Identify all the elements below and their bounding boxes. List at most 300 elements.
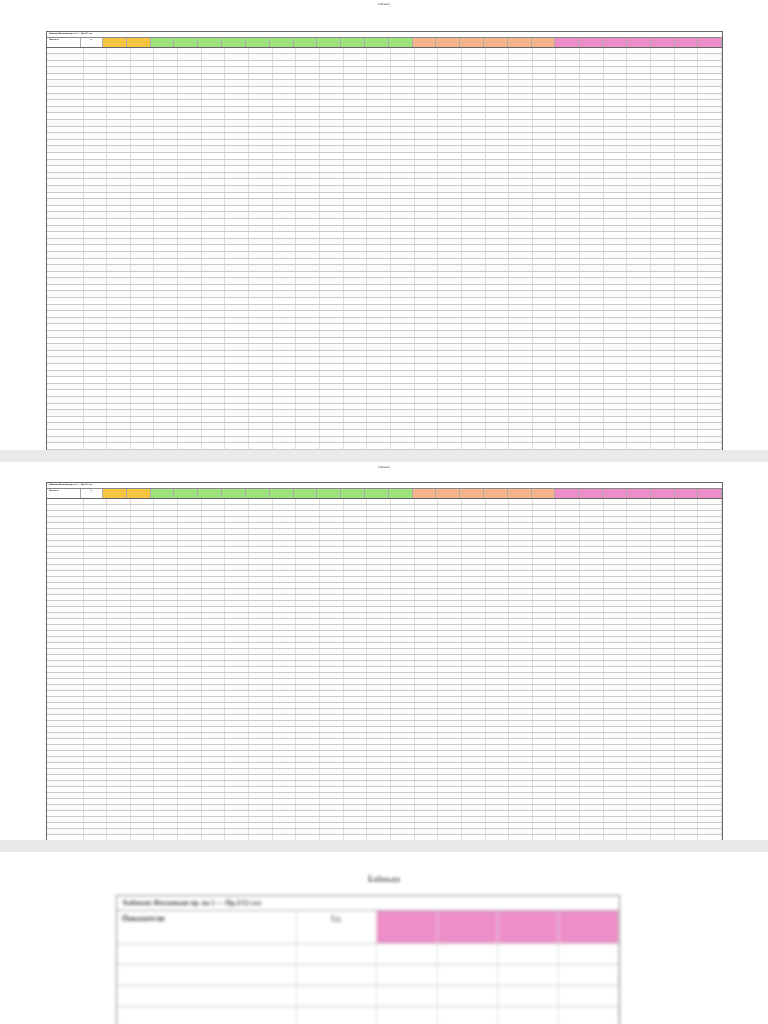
- table-cell: [391, 265, 415, 271]
- table-cell: [415, 153, 439, 159]
- table-cell: [131, 318, 155, 324]
- table-cell: [580, 140, 604, 146]
- table-cell: [320, 829, 344, 834]
- table-cell: [556, 769, 580, 774]
- row-label: [47, 637, 84, 642]
- row-unit: [84, 87, 107, 93]
- table-cell: [580, 631, 604, 636]
- table-cell: [580, 74, 604, 80]
- table-cell: [627, 344, 651, 350]
- table-cell: [462, 787, 486, 792]
- table-cell: [131, 619, 155, 624]
- table-cell: [415, 146, 439, 152]
- table-cell: [320, 338, 344, 344]
- row-label: [47, 769, 84, 774]
- table-cell: [154, 173, 178, 179]
- table-cell: [462, 565, 486, 570]
- table-cell: [202, 721, 226, 726]
- row-unit: [84, 805, 107, 810]
- table-cell: [675, 667, 699, 672]
- table-cell: [154, 153, 178, 159]
- table-cell: [651, 589, 675, 594]
- table-cell: [498, 944, 559, 964]
- table-cell: [249, 715, 273, 720]
- table-cell: [675, 637, 699, 642]
- table-cell: [486, 565, 510, 570]
- table-cell: [509, 739, 533, 744]
- table-cell: [178, 601, 202, 606]
- table-cell: [296, 511, 320, 516]
- table-cell: [415, 133, 439, 139]
- table-cell: [462, 523, 486, 528]
- table-cell: [462, 423, 486, 429]
- table-cell: [320, 298, 344, 304]
- table-row: [47, 285, 722, 292]
- table-cell: [509, 133, 533, 139]
- table-cell: [509, 817, 533, 822]
- table-cell: [225, 517, 249, 522]
- table-cell: [533, 751, 557, 756]
- table-cell: [131, 631, 155, 636]
- row-unit: [84, 709, 107, 714]
- table-cell: [273, 781, 297, 786]
- table-cell: [698, 751, 722, 756]
- table-row: [117, 965, 619, 986]
- table-cell: [651, 613, 675, 618]
- table-cell: [438, 986, 499, 1006]
- table-cell: [296, 278, 320, 284]
- table-cell: [367, 643, 391, 648]
- table-cell: [438, 423, 462, 429]
- table-cell: [698, 577, 722, 582]
- table-cell: [604, 697, 628, 702]
- table-cell: [154, 252, 178, 258]
- table-cell: [415, 625, 439, 630]
- table-cell: [438, 565, 462, 570]
- table-cell: [178, 160, 202, 166]
- table-cell: [178, 265, 202, 271]
- row-unit: [84, 331, 107, 337]
- table-cell: [296, 571, 320, 576]
- table-cell: [367, 685, 391, 690]
- row-unit: [84, 733, 107, 738]
- table-row: [47, 443, 722, 450]
- table-cell: [438, 499, 462, 504]
- table-cell: [533, 331, 557, 337]
- table-cell: [154, 517, 178, 522]
- table-cell: [202, 324, 226, 330]
- table-cell: [651, 517, 675, 522]
- table-cell: [675, 259, 699, 265]
- table-cell: [651, 298, 675, 304]
- table-cell: [604, 715, 628, 720]
- table-cell: [415, 259, 439, 265]
- row-unit: [84, 245, 107, 251]
- table-cell: [556, 199, 580, 205]
- table-cell: [604, 589, 628, 594]
- table-cell: [249, 565, 273, 570]
- table-cell: [462, 817, 486, 822]
- table-cell: [202, 559, 226, 564]
- table-cell: [296, 311, 320, 317]
- table-cell: [391, 437, 415, 443]
- table-cell: [320, 166, 344, 172]
- table-cell: [367, 751, 391, 756]
- table-cell: [107, 166, 131, 172]
- table-cell: [178, 685, 202, 690]
- table-cell: [344, 351, 368, 357]
- table-cell: [391, 541, 415, 546]
- table-cell: [627, 120, 651, 126]
- table-cell: [344, 709, 368, 714]
- table-cell: [698, 127, 722, 133]
- table-cell: [249, 259, 273, 265]
- table-cell: [675, 715, 699, 720]
- row-unit: [84, 667, 107, 672]
- table-cell: [202, 179, 226, 185]
- row-label: [47, 523, 84, 528]
- row-unit: [84, 74, 107, 80]
- table-cell: [415, 285, 439, 291]
- table-row: [47, 423, 722, 430]
- table-cell: [344, 206, 368, 212]
- table-cell: [651, 364, 675, 370]
- table-cell: [438, 404, 462, 410]
- table-cell: [698, 685, 722, 690]
- table-cell: [202, 173, 226, 179]
- table-cell: [249, 685, 273, 690]
- table-cell: [154, 499, 178, 504]
- table-cell: [367, 499, 391, 504]
- table-cell: [154, 259, 178, 265]
- table-cell: [580, 595, 604, 600]
- table-cell: [651, 140, 675, 146]
- table-cell: [556, 278, 580, 284]
- table-cell: [486, 553, 510, 558]
- table-cell: [556, 589, 580, 594]
- table-cell: [249, 140, 273, 146]
- table-cell: [438, 523, 462, 528]
- table-cell: [462, 193, 486, 199]
- table-cell: [415, 703, 439, 708]
- table-cell: [367, 338, 391, 344]
- table-cell: [509, 390, 533, 396]
- table-row: [47, 140, 722, 147]
- table-cell: [651, 571, 675, 576]
- table-cell: [249, 589, 273, 594]
- table-cell: [604, 344, 628, 350]
- table-cell: [273, 206, 297, 212]
- table-cell: [675, 619, 699, 624]
- table-cell: [391, 127, 415, 133]
- table-cell: [320, 517, 344, 522]
- row-label: [47, 113, 84, 119]
- table-cell: [556, 160, 580, 166]
- table-cell: [604, 811, 628, 816]
- table-cell: [367, 613, 391, 618]
- table-cell: [367, 74, 391, 80]
- table-cell: [344, 739, 368, 744]
- row-unit: [84, 430, 107, 436]
- table-cell: [533, 571, 557, 576]
- table-cell: [486, 186, 510, 192]
- table-cell: [154, 146, 178, 152]
- row-unit: [84, 625, 107, 630]
- table-cell: [178, 153, 202, 159]
- table-cell: [533, 423, 557, 429]
- table-cell: [486, 100, 510, 106]
- table-cell: [604, 219, 628, 225]
- table-cell: [580, 390, 604, 396]
- table-cell: [296, 153, 320, 159]
- table-cell: [627, 625, 651, 630]
- column-header: [413, 489, 437, 498]
- table-cell: [580, 377, 604, 383]
- table-cell: [391, 226, 415, 232]
- table-cell: [675, 565, 699, 570]
- table-cell: [651, 120, 675, 126]
- table-cell: [273, 173, 297, 179]
- table-cell: [391, 384, 415, 390]
- table-cell: [509, 80, 533, 86]
- table-cell: [651, 757, 675, 762]
- table-cell: [344, 311, 368, 317]
- table-cell: [391, 338, 415, 344]
- table-cell: [509, 107, 533, 113]
- table-cell: [296, 625, 320, 630]
- table-cell: [438, 153, 462, 159]
- table-cell: [107, 61, 131, 67]
- table-cell: [131, 721, 155, 726]
- table-cell: [604, 835, 628, 840]
- table-cell: [627, 763, 651, 768]
- table-cell: [154, 186, 178, 192]
- table-cell: [415, 437, 439, 443]
- table-cell: [367, 384, 391, 390]
- table-cell: [462, 265, 486, 271]
- row-label: [47, 595, 84, 600]
- row-label: [47, 324, 84, 330]
- table-cell: [273, 631, 297, 636]
- table-cell: [225, 272, 249, 278]
- row-label: [47, 745, 84, 750]
- table-cell: [320, 179, 344, 185]
- table-cell: [249, 199, 273, 205]
- table-cell: [580, 619, 604, 624]
- column-header: [698, 489, 722, 498]
- table-cell: [580, 423, 604, 429]
- table-cell: [320, 703, 344, 708]
- table-cell: [627, 127, 651, 133]
- table-cell: [273, 291, 297, 297]
- table-cell: [344, 146, 368, 152]
- table-cell: [320, 410, 344, 416]
- table-cell: [344, 529, 368, 534]
- table-cell: [604, 239, 628, 245]
- table-cell: [320, 193, 344, 199]
- table-cell: [604, 511, 628, 516]
- table-cell: [273, 54, 297, 60]
- table-cell: [533, 67, 557, 73]
- table-cell: [249, 87, 273, 93]
- table-cell: [154, 364, 178, 370]
- table-cell: [604, 721, 628, 726]
- table-cell: [249, 553, 273, 558]
- table-cell: [296, 67, 320, 73]
- table-cell: [651, 404, 675, 410]
- table-cell: [178, 437, 202, 443]
- table-cell: [651, 721, 675, 726]
- table-cell: [462, 577, 486, 582]
- table-cell: [675, 577, 699, 582]
- table-cell: [509, 331, 533, 337]
- table-cell: [556, 547, 580, 552]
- table-cell: [651, 793, 675, 798]
- data-table: [46, 31, 723, 450]
- table-cell: [580, 245, 604, 251]
- column-header: [651, 38, 675, 47]
- row-label: [47, 823, 84, 828]
- table-cell: [486, 245, 510, 251]
- table-cell: [178, 691, 202, 696]
- table-cell: [556, 595, 580, 600]
- row-unit: [84, 541, 107, 546]
- table-cell: [154, 793, 178, 798]
- table-cell: [391, 781, 415, 786]
- row-unit: [84, 206, 107, 212]
- table-cell: [509, 146, 533, 152]
- row-label: [47, 613, 84, 618]
- table-cell: [509, 153, 533, 159]
- table-cell: [486, 113, 510, 119]
- table-cell: [462, 643, 486, 648]
- header-name: Показатели: [47, 489, 81, 498]
- table-cell: [344, 186, 368, 192]
- table-cell: [462, 595, 486, 600]
- table-cell: [533, 781, 557, 786]
- table-cell: [509, 252, 533, 258]
- table-cell: [675, 793, 699, 798]
- table-cell: [367, 703, 391, 708]
- table-cell: [367, 835, 391, 840]
- table-cell: [627, 691, 651, 696]
- row-label: [47, 625, 84, 630]
- row-label: [47, 285, 84, 291]
- table-cell: [580, 226, 604, 232]
- table-cell: [509, 397, 533, 403]
- table-cell: [556, 499, 580, 504]
- table-cell: [344, 589, 368, 594]
- table-cell: [698, 637, 722, 642]
- table-cell: [249, 769, 273, 774]
- row-label: [47, 291, 84, 297]
- table-cell: [107, 631, 131, 636]
- table-cell: [344, 259, 368, 265]
- table-cell: [202, 667, 226, 672]
- table-cell: [462, 835, 486, 840]
- row-unit: [84, 793, 107, 798]
- column-header: [317, 38, 341, 47]
- table-cell: [367, 697, 391, 702]
- table-cell: [604, 529, 628, 534]
- row-label: [47, 721, 84, 726]
- column-header: [198, 489, 222, 498]
- table-cell: [202, 140, 226, 146]
- table-cell: [249, 835, 273, 840]
- table-cell: [296, 577, 320, 582]
- table-cell: [367, 775, 391, 780]
- table-cell: [604, 823, 628, 828]
- table-cell: [154, 751, 178, 756]
- table-cell: [675, 113, 699, 119]
- table-cell: [415, 643, 439, 648]
- table-cell: [178, 179, 202, 185]
- row-unit: [84, 94, 107, 100]
- table-cell: [273, 529, 297, 534]
- table-cell: [131, 535, 155, 540]
- column-header: [484, 489, 508, 498]
- table-cell: [651, 523, 675, 528]
- table-cell: [391, 344, 415, 350]
- table-cell: [296, 541, 320, 546]
- table-cell: [367, 757, 391, 762]
- table-cell: [580, 733, 604, 738]
- table-cell: [202, 331, 226, 337]
- table-cell: [178, 805, 202, 810]
- table-cell: [675, 206, 699, 212]
- table-cell: [344, 625, 368, 630]
- table-cell: [509, 661, 533, 666]
- table-cell: [107, 589, 131, 594]
- table-cell: [533, 739, 557, 744]
- table-cell: [604, 505, 628, 510]
- table-cell: [249, 559, 273, 564]
- table-cell: [580, 721, 604, 726]
- table-cell: [509, 769, 533, 774]
- table-cell: [178, 565, 202, 570]
- table-cell: [415, 344, 439, 350]
- table-cell: [698, 625, 722, 630]
- table-cell: [438, 212, 462, 218]
- table-cell: [391, 430, 415, 436]
- table-cell: [486, 631, 510, 636]
- table-row: [47, 219, 722, 226]
- table-cell: [367, 371, 391, 377]
- table-cell: [533, 799, 557, 804]
- table-cell: [604, 351, 628, 357]
- table-cell: [273, 685, 297, 690]
- table-cell: [438, 733, 462, 738]
- table-cell: [580, 100, 604, 106]
- table-cell: [556, 61, 580, 67]
- table-cell: [225, 252, 249, 258]
- table-cell: [604, 80, 628, 86]
- table-cell: [273, 179, 297, 185]
- table-cell: [651, 619, 675, 624]
- table-cell: [415, 113, 439, 119]
- table-cell: [178, 357, 202, 363]
- table-cell: [367, 377, 391, 383]
- table-cell: [249, 384, 273, 390]
- table-row: [47, 61, 722, 68]
- table-cell: [698, 739, 722, 744]
- table-cell: [249, 173, 273, 179]
- table-cell: [533, 146, 557, 152]
- table-cell: [249, 305, 273, 311]
- table-cell: [556, 67, 580, 73]
- table-cell: [698, 643, 722, 648]
- table-cell: [580, 739, 604, 744]
